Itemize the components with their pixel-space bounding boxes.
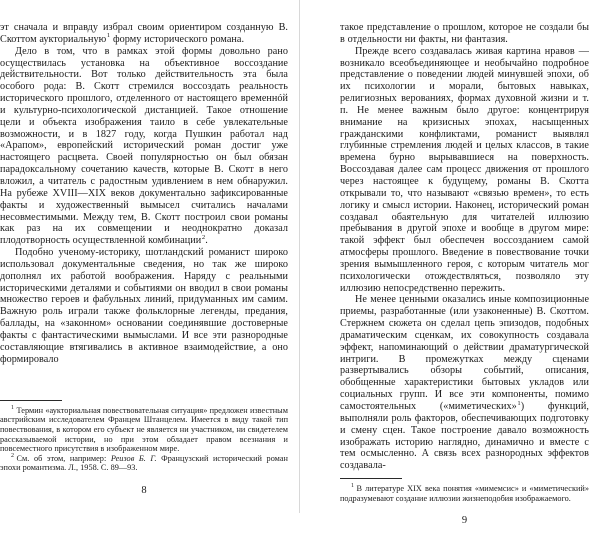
paragraph bbox=[340, 22, 589, 46]
right-page-body bbox=[340, 22, 589, 472]
paragraph-text: Подобно ученому-историку, шотландский романист широко использовал документальные сведения, но так же широко дополнял их работой воображения. Наряду с реальными историческими деталями и событиями он вводил в свои романы множество героев и фабульных линий, придуманных им самим. Важную роль играли также фольклорные легенды, предания, баллады, на «законном» основании соединявшие достоверные факты с фантастическими вымыслами. И все эти разнородные составляющие втягивались в активное взаимодействие, а оно формировало bbox=[0, 247, 288, 365]
footnote-reference[interactable]: 2 bbox=[201, 233, 206, 241]
paragraph bbox=[340, 294, 589, 472]
footnote-text: Термин «аукториальная повествовательная ситуация» предложен известным австрийским исследователем Францем Штанцелем. Имеется в виду такой тип повествования, в котором его субъект не является ни участником, ни свидетелем рассказываемой истории, но при этом обладает правом всезнания и повсеместного присутствия в изображенном мире. bbox=[0, 405, 288, 454]
footnote-number: 1 bbox=[11, 405, 15, 412]
footnote-number: 1 bbox=[351, 483, 355, 490]
spread-gutter-divider bbox=[299, 0, 300, 513]
paragraph-text: Не менее ценными оказались иные композиционные приемы, разработанные (или узаконенные) В. Скоттом. Стержнем сюжета он сделал цепь эпизодов, подобных драматическим сценкам, их совокупность создавала эффект, напоминающий о действии драматургической интриги. В промежутках между сценами развертывались обзоры событий, описания, обобщенные характеристики бытовых укладов или социальных групп. И все эти компоненты, помимо самостоятельных («миметических» bbox=[340, 294, 589, 412]
footnote-item bbox=[340, 484, 589, 503]
footnote-item bbox=[0, 454, 288, 473]
left-page bbox=[0, 0, 299, 513]
page-number: 8 bbox=[141, 485, 147, 496]
left-page-body bbox=[0, 22, 288, 365]
footnote-reference[interactable]: 1 bbox=[517, 399, 521, 407]
right-page bbox=[299, 0, 600, 527]
paragraph-text-tail: форму исторического романа. bbox=[110, 33, 245, 45]
paragraph-text-tail: . bbox=[205, 235, 208, 247]
paragraph bbox=[0, 46, 288, 247]
footnote-prefix: См. об этом, например: bbox=[16, 453, 111, 463]
footnote-separator-rule bbox=[0, 400, 62, 401]
paragraph bbox=[340, 46, 589, 295]
footnote-reference[interactable]: 1 bbox=[106, 32, 111, 40]
right-page-footnotes bbox=[340, 472, 589, 543]
footnote-separator-rule bbox=[340, 478, 402, 479]
footnote-author: Реизов Б. Г. bbox=[110, 453, 157, 463]
footnote-text: В литературе XIX века понятия «мимемсис» и «миметический» подразумевают создание иллюзии жизнеподобия изображаемого. bbox=[340, 484, 589, 503]
left-page-footnotes bbox=[0, 394, 288, 513]
paragraph bbox=[0, 247, 288, 365]
paragraph-text: такое представление о прошлом, которое не создали бы в отдельности ни факты, ни фантазия. bbox=[340, 22, 589, 45]
footnote-number: 2 bbox=[11, 453, 15, 460]
paragraph bbox=[0, 22, 288, 46]
paragraph-text: Дело в том, что в рамках этой формы довольно рано осуществилась установка на объективное воссоздание действительности. Вот только действительность эта была особого рода: В. Скотт стремился воссоздать реальность исторического прошлого, отделенного от настоящего временнóй и культурно-психологической дистанцией. Такое отношение цели и объекта изображения таило в себе увлекательные возможности, и в 1827 году, когда Пушкин работал над «Арапом», европейский исторический роман достиг уже настоящего расцвета. Своей популярностью он был обязан парадоксальному сочетанию качеств, которые В. Скотт в него вложил, а читатель с радостным удивлением в нем обнаружил. На рубеже XVIII—XIX веков документально зафиксированные факты и художественный вымысел считались началами несовместимыми. Между тем, В. Скотт построил свои романы как раз на их совмещении и неоднократно доказал плодотворность осуществленной комбинации bbox=[0, 45, 288, 247]
footnote-suffix: Французский исторический роман эпохи романтизма. Л., 1958. С. 89—93. bbox=[0, 453, 288, 473]
footnote-item bbox=[0, 406, 288, 454]
page-number: 9 bbox=[461, 515, 468, 527]
paragraph-text: эт сначала и вправду избрал своим ориентиром созданную В. Скоттом аукториальную bbox=[0, 22, 288, 45]
paragraph-text-tail: ) функций, выполняли роль факторов, обеспечивающих подготовку и смену сцен. Такое построение давало возможность изображать историю наглядно, динамично и вместе с тем осмысленно. А связь всех разнородных эффектов создавала- bbox=[340, 401, 589, 472]
paragraph-text: Прежде всего создавалась живая картина нравов — возникало всеобъединяющее и необычайно подробное представление о поведении людей минувшей эпохи, об их психологии и морали, бытовых навыках, религиозных верованиях, формах духовной жизни и т. п. Не менее важным было другое: концентрируя внимание на кризисных эпохах, насыщенных гражданскими конфликтами, романист выявлял глубинные стремления людей и целых классов, в такие времена бурно вырывавшиеся на поверхность. Воссоздавая далее сам процесс движения от прошлого через настоящее к будущему, романы В. Скотта открывали то, что называют «связью времен», то есть логику и смысл истории. Наконец, исторический роман создавал обаятельную для читателей иллюзию пребывания в другой эпохе и вообще в другом мире: такой эффект был обеспечен воссозданием самой атмосферы прошлого. Введение в повествование точки зрения вымышленного героя, с которым читатель мог психологически отождествляться, позволяло эту иллюзию непосредственно пережить. bbox=[340, 45, 589, 294]
